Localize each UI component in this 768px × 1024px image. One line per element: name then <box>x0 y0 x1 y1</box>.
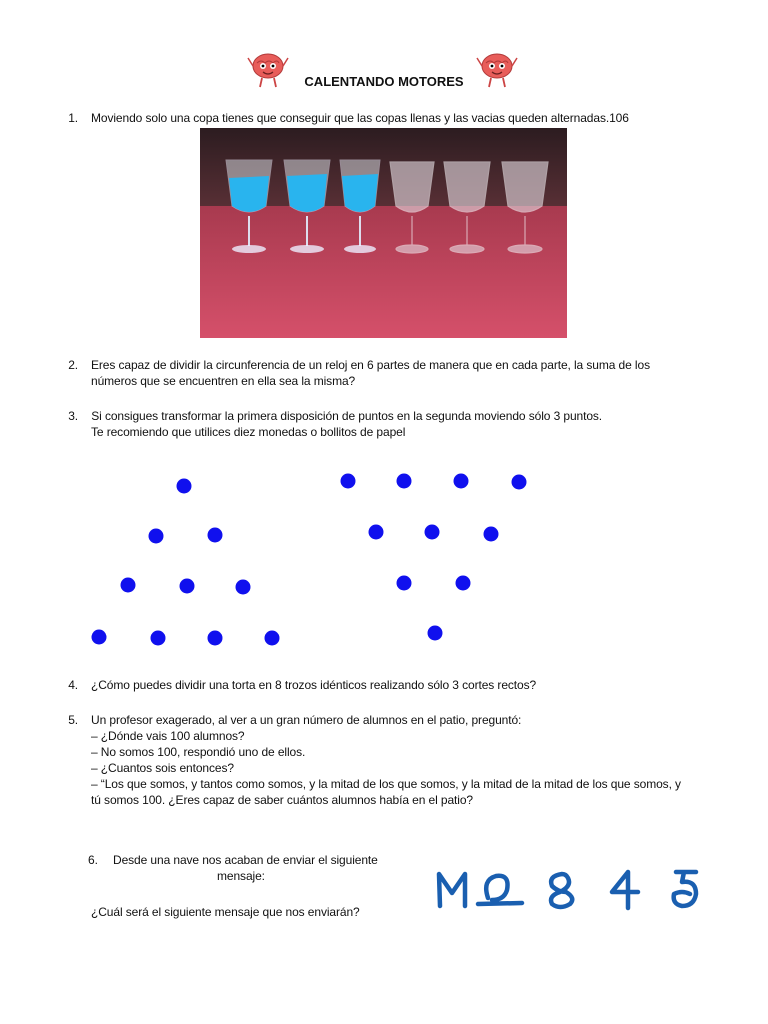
dot <box>149 529 164 544</box>
triangle-pointing-up <box>92 479 280 646</box>
dot <box>369 525 384 540</box>
dot <box>208 528 223 543</box>
dot <box>428 626 443 641</box>
dot <box>456 576 471 591</box>
question-6-line-2: mensaje: <box>217 869 265 883</box>
question-2-line-1: Eres capaz de dividir la circunferencia de un reloj en 6 partes de manera que en cada parte, la suma de los <box>91 358 650 372</box>
question-4-text: ¿Cómo puedes dividir una torta en 8 trozos idénticos realizando sólo 3 cortes rectos? <box>91 678 537 692</box>
dot <box>397 576 412 591</box>
glasses-photo <box>200 128 567 338</box>
question-5-line-2: – ¿Dónde vais 100 alumnos? <box>91 729 245 743</box>
dot <box>92 630 107 645</box>
question-1-number: 1. <box>68 111 78 125</box>
brain-mascot-icon-right <box>476 48 518 90</box>
dot <box>512 475 527 490</box>
glyph-m <box>439 874 465 906</box>
question-3-line-2: Te recomiendo que utilices diez monedas o bollitos de papel <box>91 425 406 439</box>
dot <box>484 527 499 542</box>
question-6-line-3: ¿Cuál será el siguiente mensaje que nos enviarán? <box>91 905 360 919</box>
glyph-4 <box>612 872 638 908</box>
dot <box>341 474 356 489</box>
dot <box>265 631 280 646</box>
question-3-number: 3. <box>68 409 78 423</box>
question-2-number: 2. <box>68 358 78 372</box>
question-5-line-6: tú somos 100. ¿Eres capaz de saber cuántos alumnos había en el patio? <box>91 793 474 807</box>
handwritten-message <box>430 860 710 920</box>
dot <box>151 631 166 646</box>
question-4-number: 4. <box>68 678 78 692</box>
dot <box>177 479 192 494</box>
question-5-line-1: Un profesor exagerado, al ver a un gran número de alumnos en el patio, preguntó: <box>91 713 522 727</box>
question-6-line-1: Desde una nave nos acaban de enviar el siguiente <box>113 853 378 867</box>
dot <box>180 579 195 594</box>
question-5-line-4: – ¿Cuantos sois entonces? <box>91 761 234 775</box>
question-5-line-3: – No somos 100, respondió uno de ellos. <box>91 745 306 759</box>
glyph-8 <box>551 874 572 907</box>
dot <box>425 525 440 540</box>
question-6-number: 6. <box>88 853 98 867</box>
glyph-5-like <box>674 872 696 906</box>
dot <box>208 631 223 646</box>
question-3-line-1: Si consigues transformar la primera disposición de puntos en la segunda moviendo sólo 3 puntos. <box>88 409 603 423</box>
glyph-o-bar <box>478 876 522 904</box>
question-5-line-5: – “Los que somos, y tantos como somos, y la mitad de los que somos, y la mitad de la mitad de los que somos, y <box>91 777 681 791</box>
dot <box>454 474 469 489</box>
page-title: CALENTANDO MOTORES <box>304 74 464 89</box>
question-1-text: Moviendo solo una copa tienes que conseguir que las copas llenas y las vacias queden alternadas.106 <box>91 111 629 125</box>
dot-arrangements <box>0 460 768 650</box>
question-2-line-2: números que se encuentren en ella sea la misma? <box>91 374 356 388</box>
dot <box>121 578 136 593</box>
question-5-number: 5. <box>68 713 78 727</box>
triangle-pointing-down <box>341 474 527 641</box>
dot <box>236 580 251 595</box>
dot <box>397 474 412 489</box>
